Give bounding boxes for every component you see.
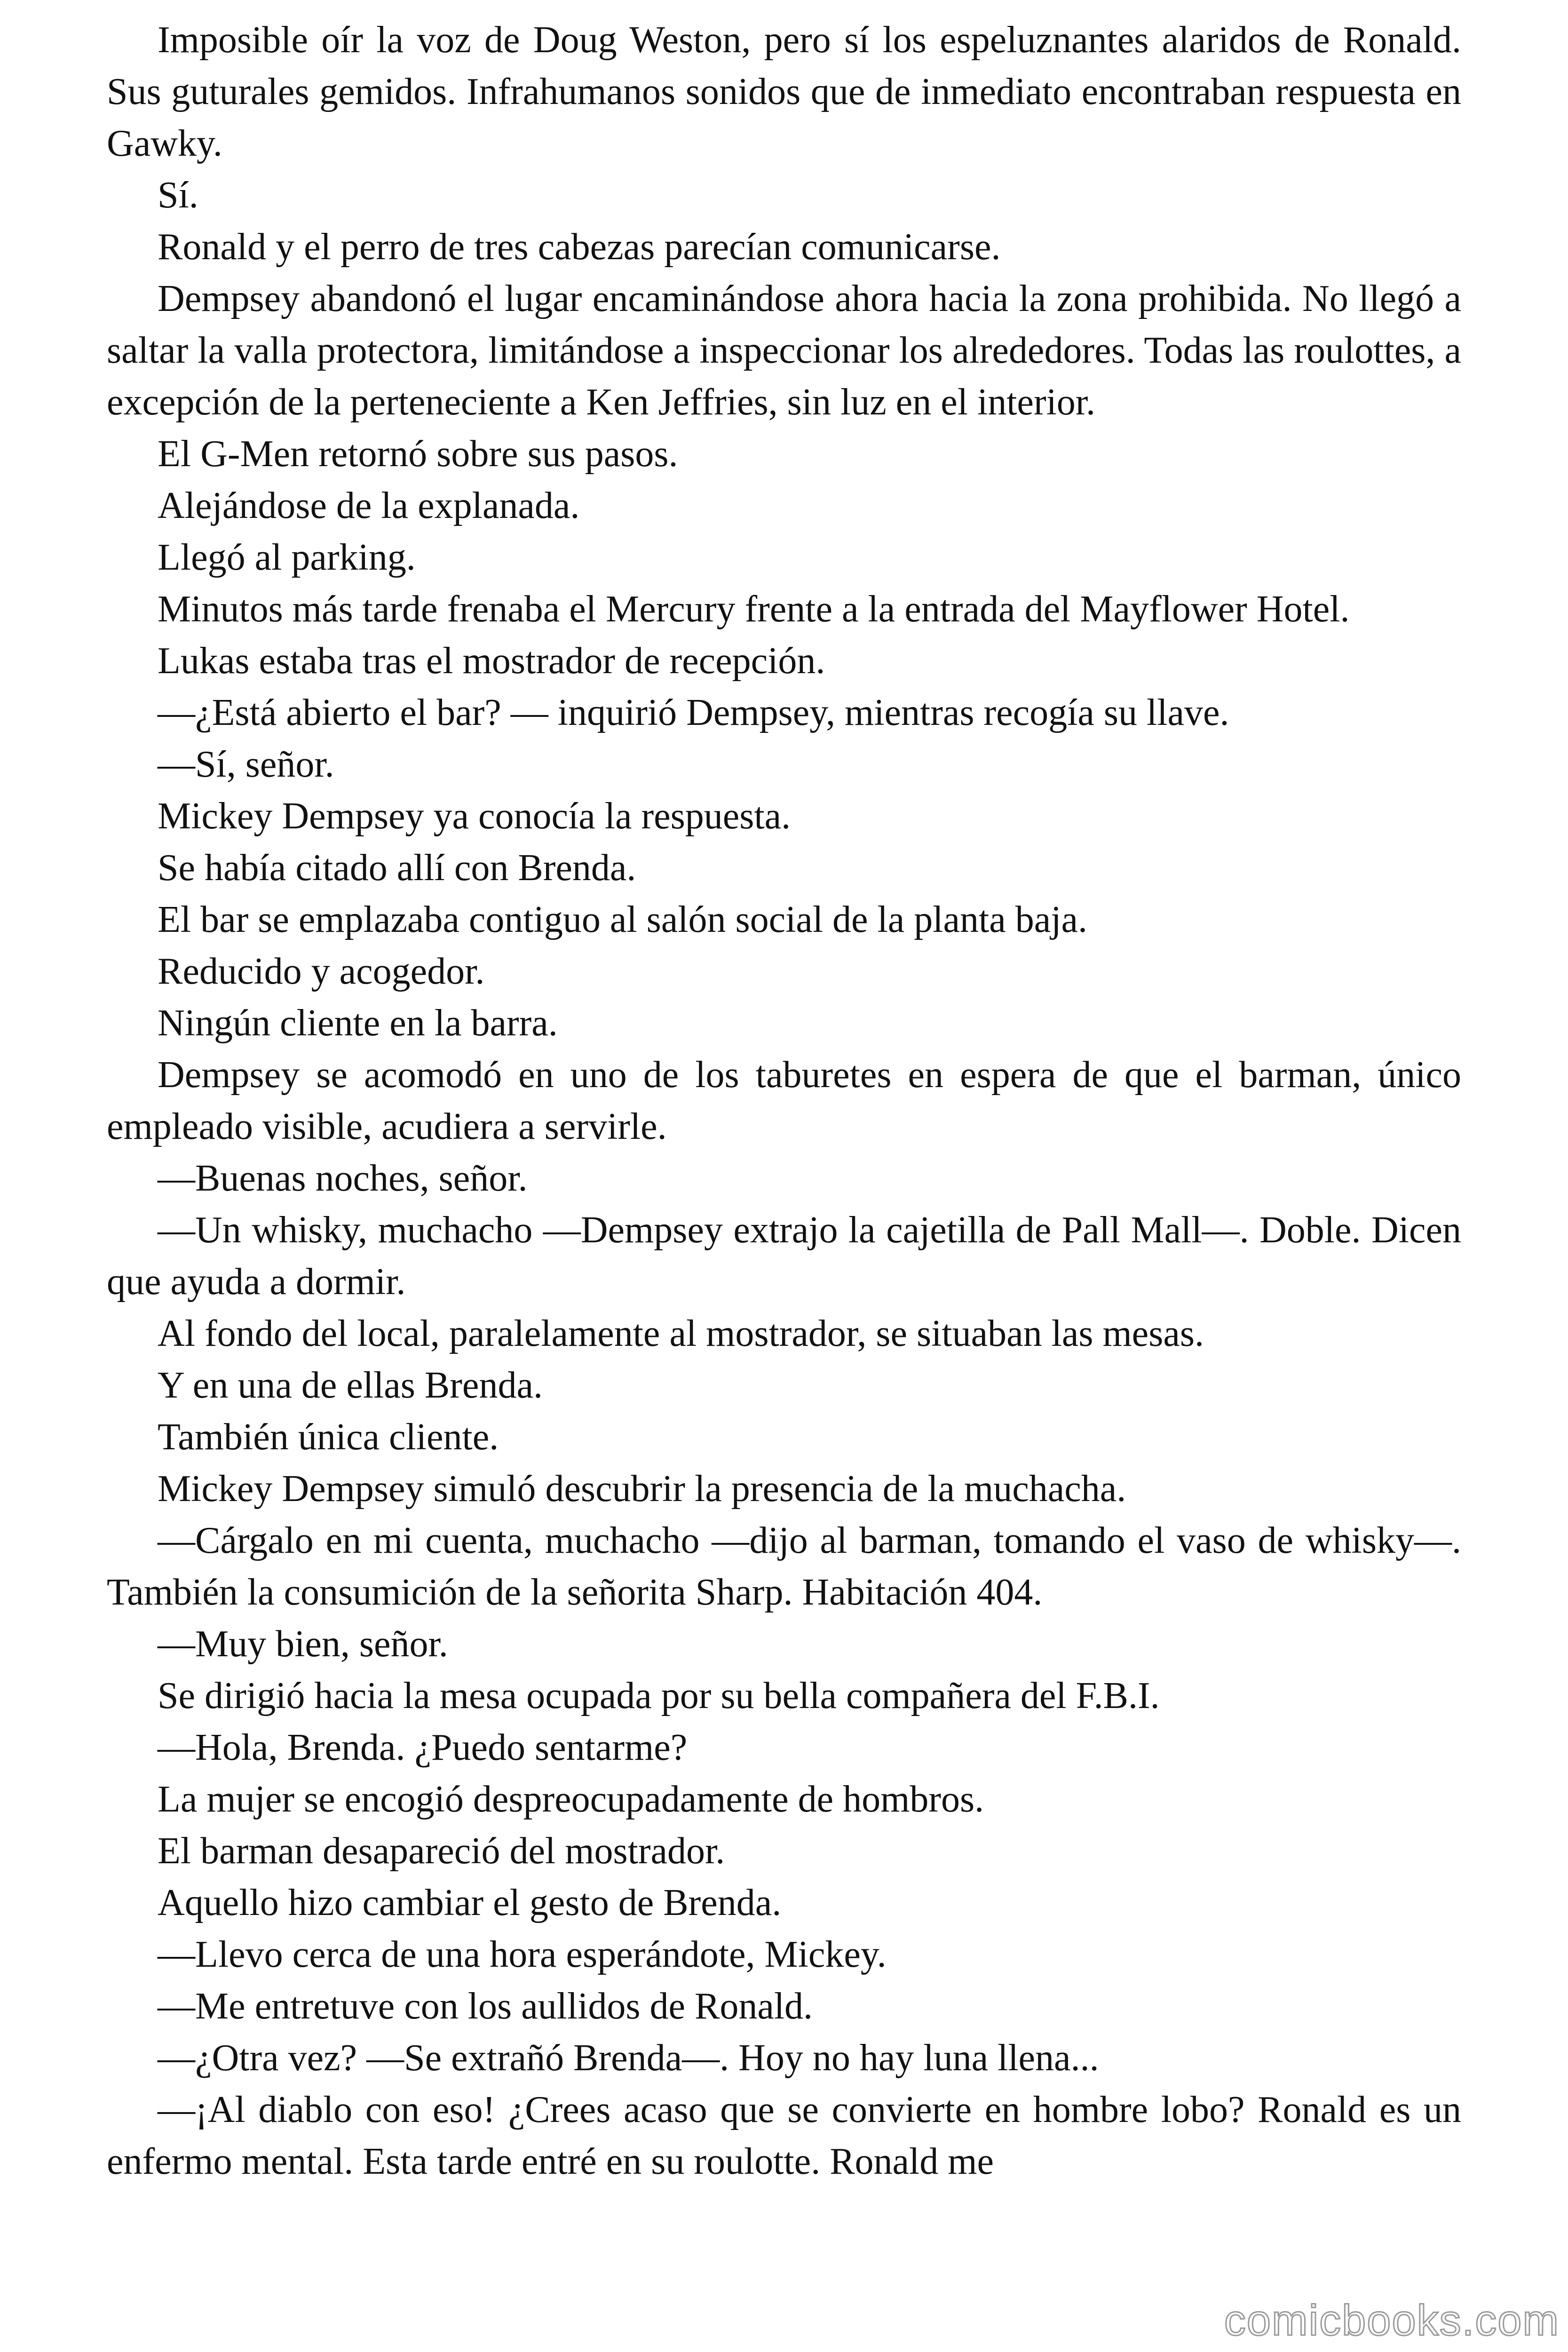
paragraph: —¿Otra vez? —Se extrañó Brenda—. Hoy no hay luna llena... [158,2037,1099,2079]
watermark: comicbooks.com [1224,2296,1560,2344]
paragraph: El barman desapareció del mostrador. [158,1830,725,1872]
paragraph: El G-Men retornó sobre sus pasos. [158,433,678,475]
paragraph: Minutos más tarde frenaba el Mercury frente a la entrada del Mayflower Hotel. [158,588,1350,630]
paragraph: —Un whisky, muchacho —Dempsey extrajo la cajetilla de Pall Mall—. Doble. Dicen que ayuda a dormir. [107,1209,1461,1303]
paragraph: Se dirigió hacia la mesa ocupada por su bella compañera del F.B.I. [158,1675,1160,1716]
paragraph: El bar se emplazaba contiguo al salón social de la planta baja. [158,899,1087,940]
paragraph: —Hola, Brenda. ¿Puedo sentarme? [158,1727,688,1768]
paragraph: Ronald y el perro de tres cabezas parecían comunicarse. [158,226,1001,268]
paragraph: —Sí, señor. [158,744,334,785]
paragraph: Imposible oír la voz de Doug Weston, pero sí los espeluznantes alaridos de Ronald. Sus guturales gemidos. Infrahumanos sonidos que de inmediato encontraban respuesta en Gawky. [107,19,1461,164]
paragraph: También única cliente. [158,1416,499,1458]
book-page [107,14,1461,2347]
paragraph: Llegó al parking. [158,537,416,578]
paragraph: —Muy bien, señor. [158,1623,448,1665]
paragraph: Mickey Dempsey ya conocía la respuesta. [158,795,791,837]
paragraph: Mickey Dempsey simuló descubrir la presencia de la muchacha. [158,1468,1126,1510]
paragraph: —¡Al diablo con eso! ¿Crees acaso que se convierte en hombre lobo? Ronald es un enfermo mental. Esta tarde entré en su roulotte. Ronald me [107,2089,1461,2182]
paragraph: Dempsey se acomodó en uno de los taburetes en espera de que el barman, único empleado visible, acudiera a servirle. [107,1054,1461,1147]
paragraph: Reducido y acogedor. [158,951,485,992]
paragraph: —Llevo cerca de una hora esperándote, Mickey. [158,1934,887,1975]
paragraph: Lukas estaba tras el mostrador de recepción. [158,640,825,682]
paragraph: La mujer se encogió despreocupadamente de hombros. [158,1779,984,1820]
paragraph: Al fondo del local, paralelamente al mostrador, se situaban las mesas. [158,1313,1204,1354]
paragraph: Aquello hizo cambiar el gesto de Brenda. [158,1882,782,1923]
paragraph: Y en una de ellas Brenda. [158,1365,543,1406]
paragraph: —¿Está abierto el bar? — inquirió Dempsey, mientras recogía su llave. [158,692,1229,733]
paragraph: —Me entretuve con los aullidos de Ronald. [158,1986,813,2027]
paragraph: Sí. [158,175,198,216]
paragraph: Se había citado allí con Brenda. [158,847,636,889]
paragraph: Dempsey abandonó el lugar encaminándose ahora hacia la zona prohibida. No llegó a saltar la valla protectora, limitándose a inspeccionar los alrededores. Todas las roulottes, a excepción de la perteneciente a Ken Jeffries, sin luz en el interior. [107,278,1461,423]
paragraph: Alejándose de la explanada. [158,485,580,526]
paragraph: —Buenas noches, señor. [158,1158,528,1199]
paragraph: Ningún cliente en la barra. [158,1002,558,1044]
paragraph: —Cárgalo en mi cuenta, muchacho —dijo al barman, tomando el vaso de whisky—. También la consumición de la señorita Sharp. Habitación 404. [107,1520,1461,1613]
